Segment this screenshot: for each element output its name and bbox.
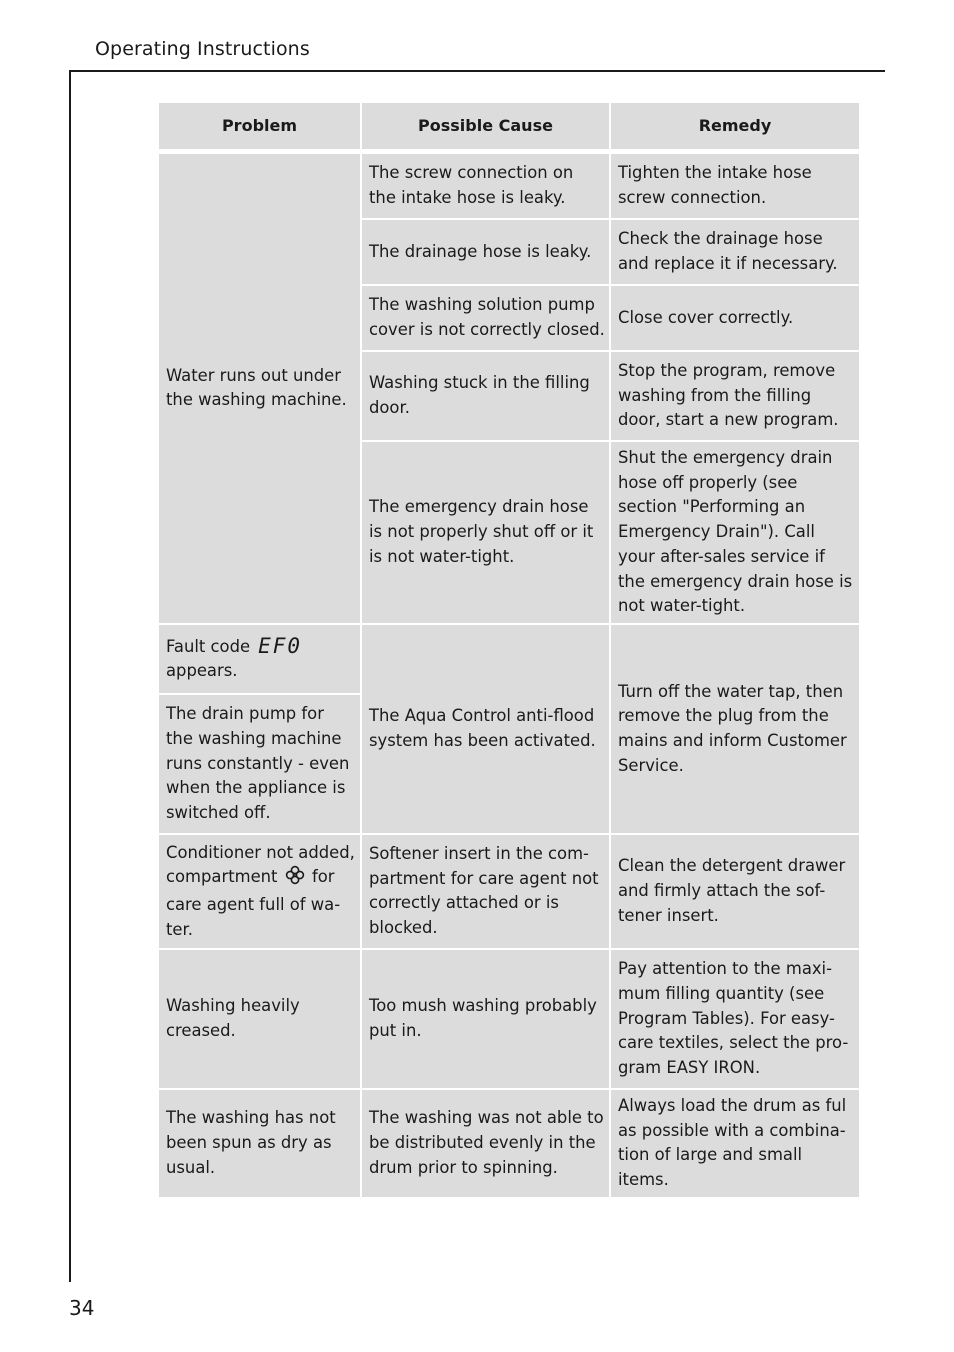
table-row: [159, 625, 859, 693]
remedy-cell: Pay attention to the maxi-mum filling quantity (see Program Tables). For easy-care textiles, select the pro-gram EASY IRON.: [611, 950, 859, 1088]
table-row: [159, 835, 859, 948]
problem-cell-fault-code: [159, 625, 360, 693]
remedy-cell: Close cover correctly.: [611, 286, 859, 350]
remedy-cell: Shut the emergency drain hose off properly (see section "Performing an Emergency Drain"). Call your after-sales service if the emergency drain hose is not water-tight.: [611, 442, 859, 623]
remedy-cell: Clean the detergent drawer and firmly attach the sof-tener insert.: [611, 835, 859, 948]
cause-cell: The emergency drain hose is not properly shut off or it is not water-tight.: [362, 442, 609, 623]
remedy-cell: Check the drainage hose and replace it if necessary.: [611, 220, 859, 284]
header-problem: Problem: [159, 103, 360, 149]
cause-cell: The Aqua Control anti-flood system has been activated.: [362, 625, 609, 833]
cause-cell: The washing was not able to be distributed evenly in the drum prior to spinning.: [362, 1090, 609, 1197]
troubleshooting-table: [157, 101, 861, 1199]
cause-cell: The screw connection on the intake hose is leaky.: [362, 154, 609, 218]
remedy-cell: Stop the program, remove washing from the filling door, start a new program.: [611, 352, 859, 440]
problem-cell: Washing heavily creased.: [159, 950, 360, 1088]
cause-cell: Softener insert in the com-partment for care agent not correctly attached or is blocked.: [362, 835, 609, 948]
margin-rule: [69, 70, 71, 1282]
table-row: [159, 1090, 859, 1197]
cause-cell: Washing stuck in the filling door.: [362, 352, 609, 440]
flower-icon: [285, 865, 305, 893]
page-header-title: Operating Instructions: [95, 38, 310, 60]
cause-cell: The washing solution pump cover is not correctly closed.: [362, 286, 609, 350]
table-row: [159, 154, 859, 218]
problem-cell: The drain pump for the washing machine runs constantly - even when the appliance is switched off.: [159, 695, 360, 833]
header-possible-cause: Possible Cause: [362, 103, 609, 149]
fault-code-suffix: appears.: [166, 661, 238, 681]
conditioner-problem-text-2: for care agent full of wa-ter.: [166, 867, 341, 939]
remedy-cell: Tighten the intake hose screw connection.: [611, 154, 859, 218]
header-rule: [69, 70, 885, 72]
header-remedy: Remedy: [611, 103, 859, 149]
conditioner-problem-text: Conditioner not added, compartment: [166, 842, 355, 887]
table-header-row: [159, 103, 859, 149]
problem-cell: [159, 835, 360, 948]
fault-code-label: Fault code: [166, 636, 251, 656]
remedy-cell: Always load the drum as ful as possible with a combina-tion of large and small items.: [611, 1090, 859, 1197]
table-row: [159, 950, 859, 1088]
fault-code-display: EF0: [258, 633, 303, 658]
problem-cell: The washing has not been spun as dry as usual.: [159, 1090, 360, 1197]
cause-cell: Too mush washing probably put in.: [362, 950, 609, 1088]
cause-cell: The drainage hose is leaky.: [362, 220, 609, 284]
problem-cell: Water runs out under the washing machine.: [159, 154, 360, 623]
page-number: 34: [69, 1296, 95, 1320]
remedy-cell: Turn off the water tap, then remove the plug from the mains and inform Customer Service.: [611, 625, 859, 833]
